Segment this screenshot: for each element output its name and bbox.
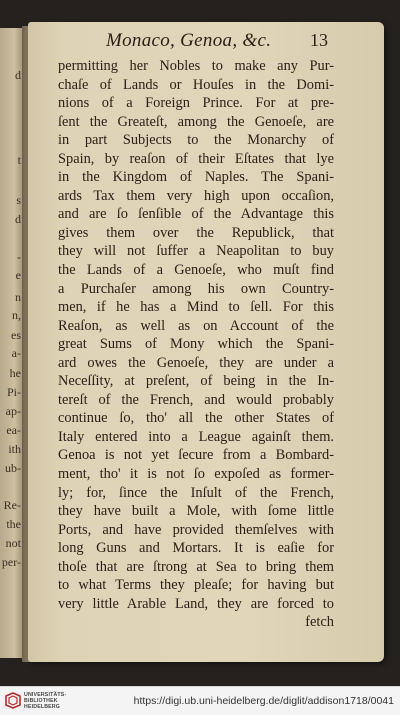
facing-page-fragment: a-: [11, 346, 21, 360]
text-line: tereſt of the French, and would probably: [58, 391, 334, 408]
facing-page-fragment: he: [9, 366, 21, 380]
facing-page-fragment: -: [17, 250, 21, 264]
facing-page-fragment: t: [17, 153, 21, 167]
running-title: Monaco, Genoa, &c.: [106, 30, 272, 51]
text-line: to what Terms they pleaſe; for having but: [58, 577, 334, 594]
text-line: ards Tax them very high upon occaſion,: [58, 187, 334, 204]
text-line: in part Subjects to the Monarchy of: [58, 132, 334, 149]
text-line: Reaſon, as well as on Account of the: [58, 317, 334, 334]
text-line: men, if he has a Mind to ſell. For this: [58, 299, 334, 316]
text-line: ſent the Greateſt, among the Genoeſe, are: [58, 113, 334, 130]
facing-page-fragment: ea-: [6, 423, 21, 437]
text-line: long Guns and Mortars. It is eaſie for: [58, 540, 334, 557]
text-line: ment, tho' it is not ſo expoſed as former-: [58, 466, 334, 483]
facing-page-fragment: n,: [12, 308, 21, 322]
text-line: continue ſo, tho' all the other States of: [58, 410, 334, 427]
library-name: UNIVERSITÄTS- BIBLIOTHEK HEIDELBERG: [24, 692, 67, 710]
text-line: a Purchaſer among his own Country-: [58, 280, 334, 297]
facing-page-fragment: the: [6, 517, 21, 531]
text-line: Spain, by reaſon of their Eſtates that lye: [58, 150, 334, 167]
text-line: fetch: [305, 614, 334, 631]
text-line: Neceſſity, at preſent, of being in the In-: [58, 373, 334, 390]
text-line: nions of a Foreign Prince. For at pre-: [58, 95, 334, 112]
text-line: very little Arable Land, they are forced to: [58, 595, 334, 612]
viewer-footer: [0, 686, 400, 715]
facing-page-fragment: Pi-: [6, 385, 21, 399]
text-line: Genoa is not yet ſecure from a Bombard-: [58, 447, 334, 464]
facing-page-fragment: es: [11, 328, 21, 342]
facing-page-fragment: n: [15, 290, 21, 304]
page-number: 13: [310, 30, 328, 50]
facing-page-fragment: per-: [1, 555, 21, 569]
permalink-url[interactable]: https://digi.ub.uni-heidelberg.de/diglit/addison1718/0041: [133, 695, 394, 707]
facing-page-fragment: ub-: [5, 461, 21, 475]
facing-page-fragment: Re-: [3, 498, 21, 512]
university-library-logo-icon: [5, 692, 21, 709]
text-line: permitting her Nobles to make any Pur-: [58, 58, 334, 74]
facing-page-fragment: s: [16, 193, 21, 207]
text-line: they will not ſuffer a Neapolitan to buy: [58, 243, 334, 260]
text-line: gives them over the Republick, that: [58, 224, 334, 241]
text-line: the Lands of a Genoeſe, who muſt find: [58, 262, 334, 279]
facing-page-fragment: e: [15, 268, 21, 282]
text-line: ard owes the Genoeſe, they are under a: [58, 354, 334, 371]
facing-page-fragment: d: [15, 212, 21, 226]
text-line: and are ſo ſenſible of the Advantage this: [58, 206, 334, 223]
text-line: great Sums of Mony which the Spani-: [58, 336, 334, 353]
facing-page-fragment: not: [5, 536, 21, 550]
facing-page-fragment: ap-: [5, 404, 21, 418]
text-line: they have built a Mole, with ſome little: [58, 503, 334, 520]
text-line: in the Kingdom of Naples. The Spani-: [58, 169, 334, 186]
text-line: chaſe of Lands or Houſes in the Domi-: [58, 76, 334, 93]
facing-page-edge: [0, 28, 24, 658]
text-line: Italy entered into a League againſt them.: [58, 428, 334, 445]
text-line: thoſe that are ſtrong at Sea to bring them: [58, 558, 334, 575]
facing-page-fragment: ith: [8, 442, 21, 456]
text-line: Ports, and have provided themſelves with: [58, 521, 334, 538]
text-line: ly; for, ſince the Inſult of the French,: [58, 484, 334, 501]
page-body-text: [58, 57, 334, 632]
facing-page-fragment: d: [15, 68, 21, 82]
page-header: [82, 30, 332, 54]
